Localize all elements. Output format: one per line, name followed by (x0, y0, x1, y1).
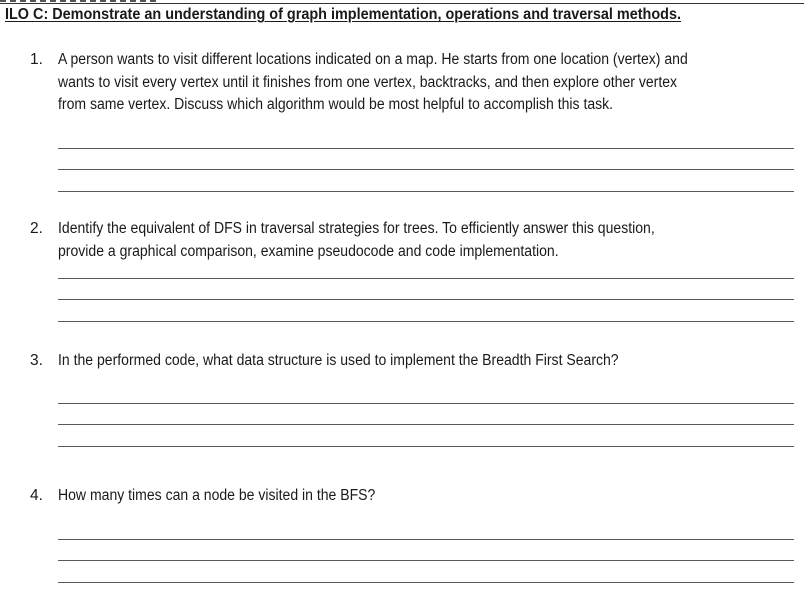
question-number: 3. (30, 352, 43, 369)
cropped-previous-text (0, 0, 160, 2)
question-text-line: In the performed code, what data structure is used to implement the Breadth First Search? (58, 352, 619, 369)
answer-line[interactable] (58, 446, 794, 447)
question-text-line: from same vertex. Discuss which algorithm would be most helpful to accomplish this task. (58, 96, 614, 113)
answer-line[interactable] (58, 169, 794, 170)
question-text-line: A person wants to visit different locations indicated on a map. He starts from one location (vertex) and (58, 51, 688, 68)
answer-line[interactable] (58, 403, 794, 404)
question-text (58, 485, 782, 508)
question-text (58, 49, 782, 117)
answer-line[interactable] (58, 321, 794, 322)
question-text-line: provide a graphical comparison, examine pseudocode and code implementation. (58, 242, 559, 260)
question-text-line: wants to visit every vertex until it finishes from one vertex, backtracks, and then explore other vertex (58, 73, 678, 91)
answer-line[interactable] (58, 148, 794, 149)
section-heading: ILO C: Demonstrate an understanding of graph implementation, operations and traversal methods. (5, 6, 682, 23)
question-text-line: Identify the equivalent of DFS in traversal strategies for trees. To efficiently answer this question, (58, 220, 655, 237)
question-number: 1. (30, 51, 43, 68)
question-number: 2. (30, 220, 43, 237)
question-number: 4. (30, 487, 43, 504)
answer-line[interactable] (58, 424, 794, 425)
answer-line[interactable] (58, 299, 794, 300)
question-text-line: How many times can a node be visited in the BFS? (58, 487, 376, 504)
answer-line[interactable] (58, 191, 794, 192)
answer-line[interactable] (58, 278, 794, 279)
answer-line[interactable] (58, 539, 794, 540)
question-text (58, 218, 782, 263)
answer-line[interactable] (58, 582, 794, 583)
question-text (58, 350, 782, 373)
top-divider (0, 3, 804, 4)
answer-line[interactable] (58, 560, 794, 561)
